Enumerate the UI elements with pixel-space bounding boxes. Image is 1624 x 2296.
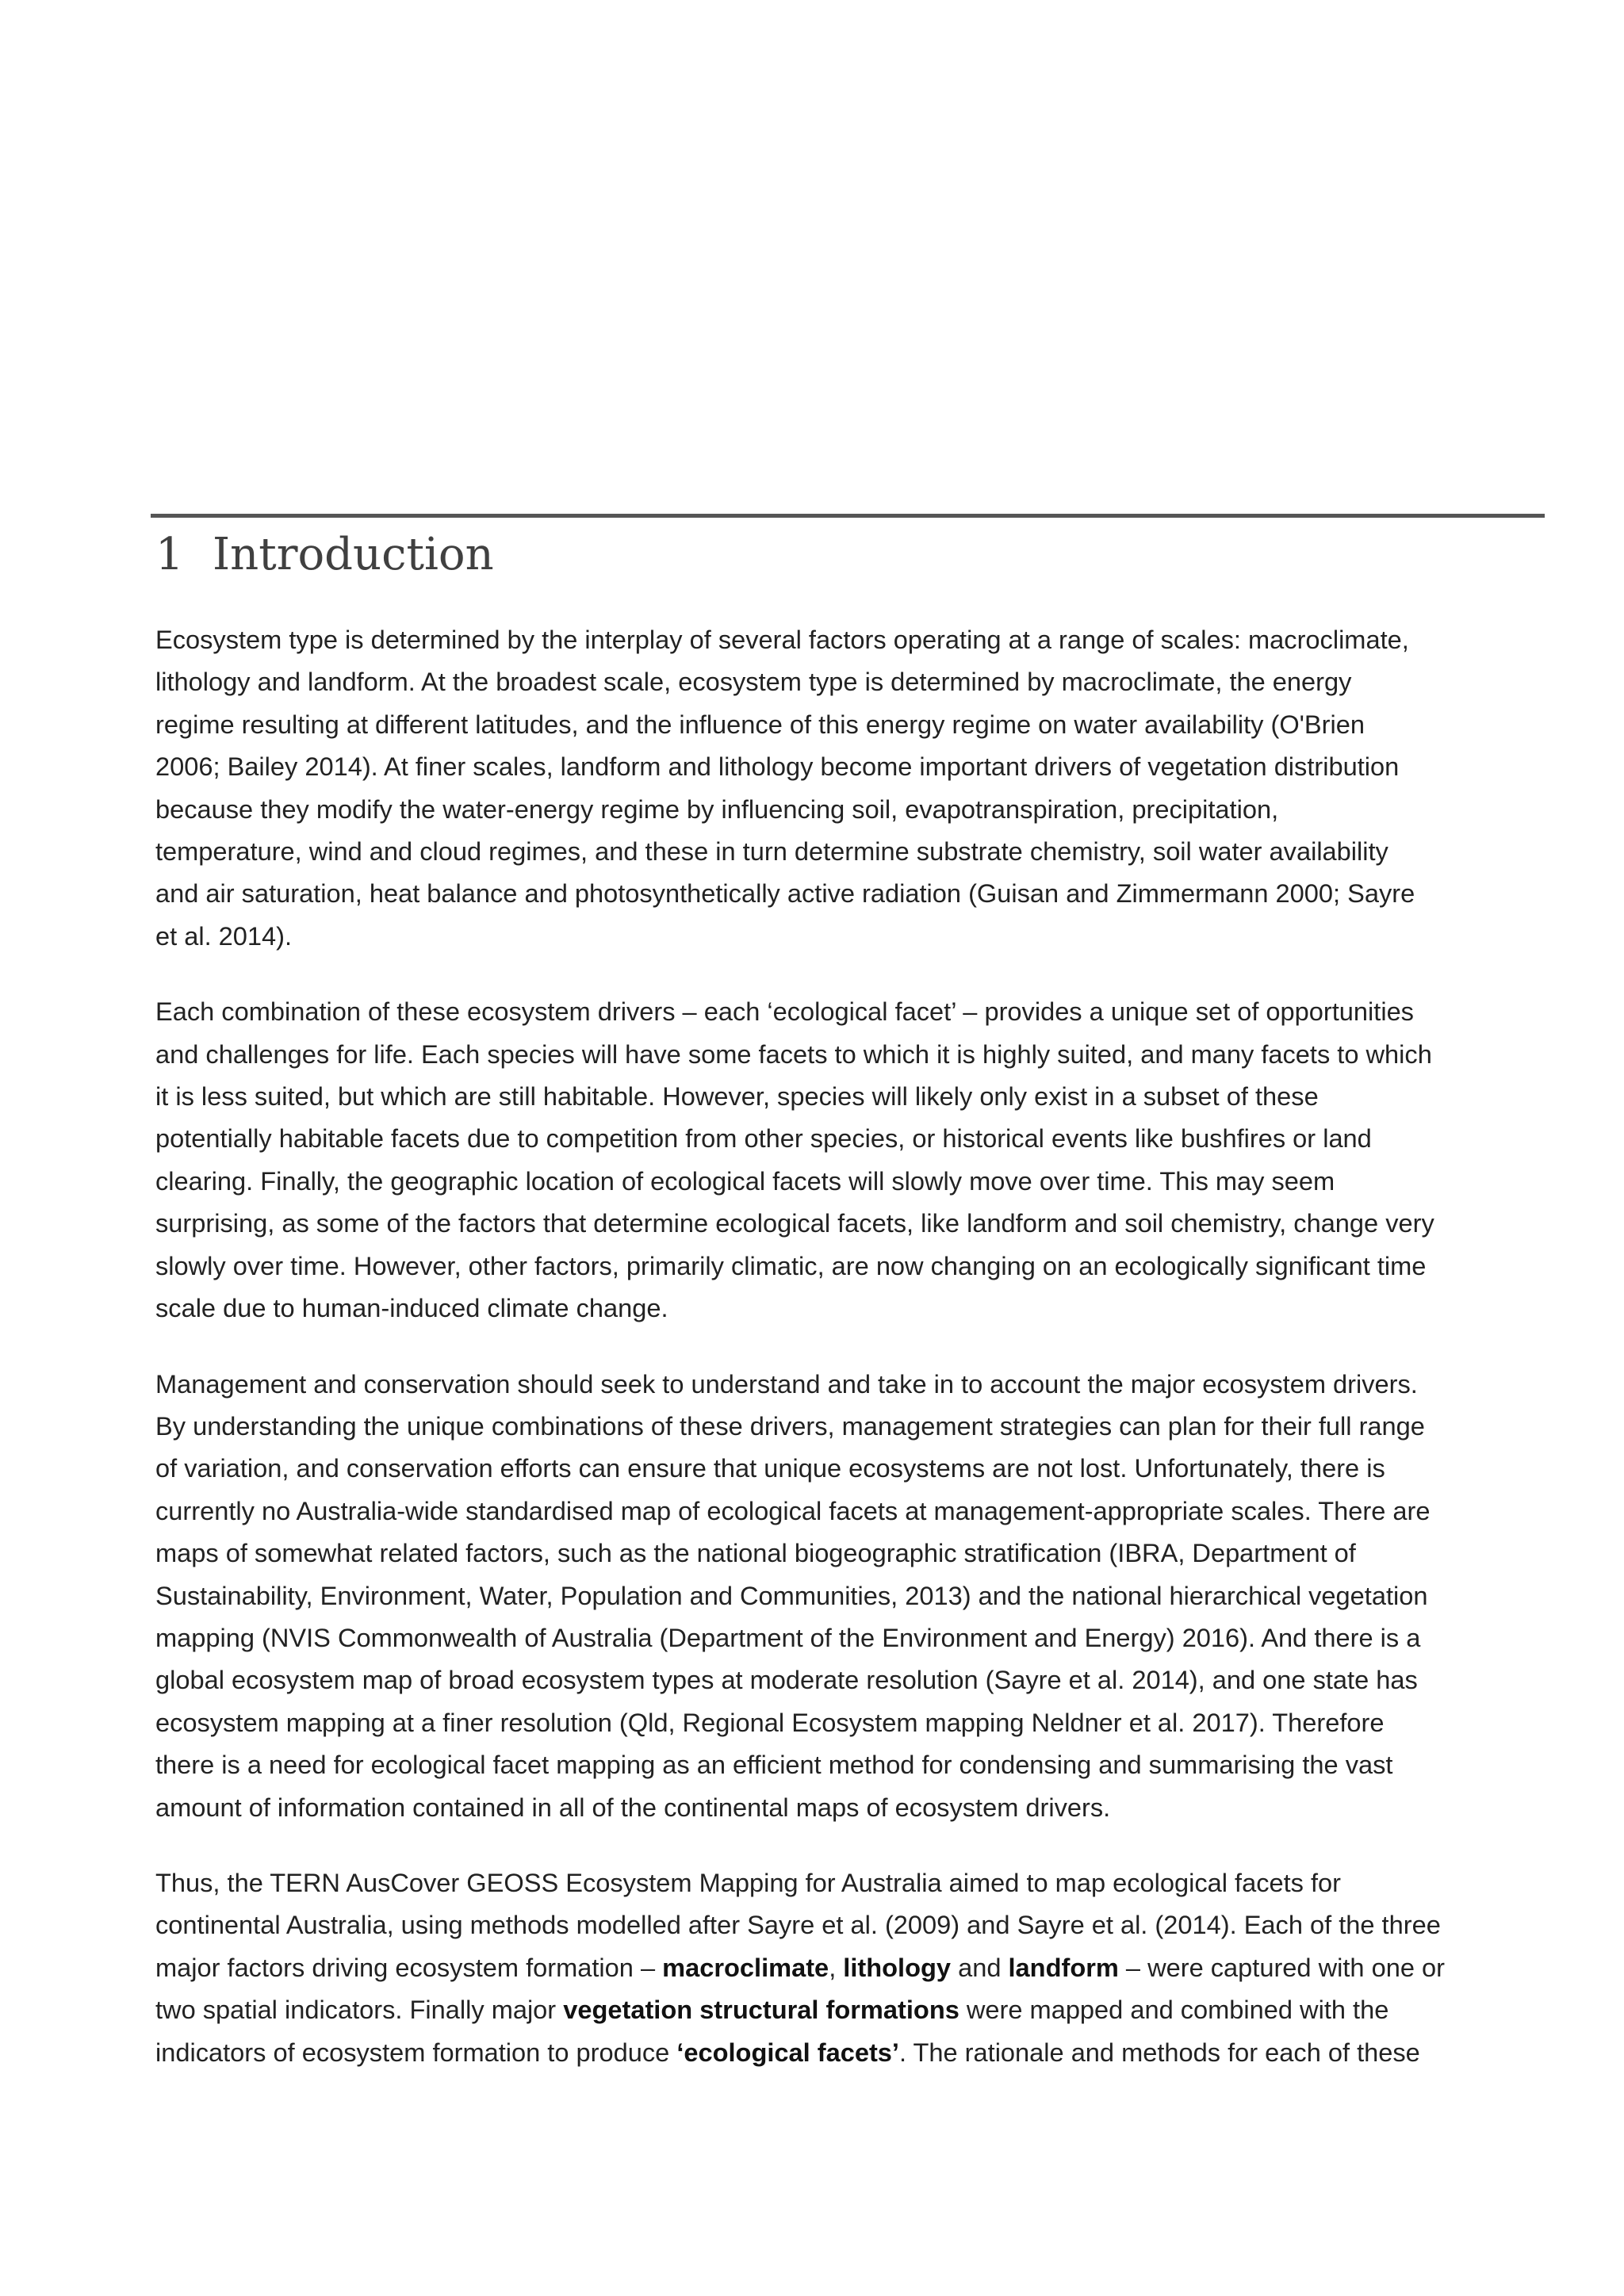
text-run: . The rationale and methods for each of these — [898, 2037, 1420, 2067]
text-run: indicators of ecosystem formation to produce — [155, 2037, 677, 2067]
body-text — [155, 618, 1545, 2107]
text-line: it is less suited, but which are still habitable. However, species will likely only exist in a subset of these — [155, 1081, 1319, 1112]
text-line: Ecosystem type is determined by the interplay of several factors operating at a range of scales: macroclimate, — [155, 625, 1409, 654]
text-line: global ecosystem map of broad ecosystem types at moderate resolution (Sayre et al. 2014), and one state has — [155, 1665, 1418, 1695]
text-line: maps of somewhat related factors, such as the national biogeographic stratification (IBRA, Department of — [155, 1538, 1356, 1568]
text-line: and air saturation, heat balance and photosynthetically active radiation (Guisan and Zimmermann 2000; Sayre — [155, 878, 1415, 909]
text-line: Thus, the TERN AusCover GEOSS Ecosystem Mapping for Australia aimed to map ecological facets for — [155, 1867, 1342, 1897]
bold-term-landform: landform — [1008, 1952, 1119, 1982]
section-heading — [155, 517, 494, 593]
text-line: mapping (NVIS Commonwealth of Australia (Department of the Environment and Energy) 2016). And there is a — [155, 1622, 1421, 1652]
text-line: lithology and landform. At the broadest scale, ecosystem type is determined by macroclimate, the energy — [155, 667, 1352, 697]
text-line: slowly over time. However, other factors, primarily climatic, are now changing on an ecologically significant time — [155, 1250, 1427, 1280]
text-run: two spatial indicators. Finally major — [155, 1995, 564, 2025]
text-line: amount of information contained in all of the continental maps of ecosystem drivers. — [155, 1792, 1111, 1822]
text-line — [155, 1946, 1545, 1988]
text-line: because they modify the water-energy regime by influencing soil, evapotranspiration, precipitation, — [155, 794, 1279, 824]
section-title: Introduction — [213, 529, 494, 580]
text-run: – were captured with one or — [1118, 1952, 1445, 1982]
text-line: regime resulting at different latitudes, and the influence of this energy regime on water availability (O'Brien — [155, 709, 1365, 739]
text-line: Sustainability, Environment, Water, Population and Communities, 2013) and the national hierarchical vegetation — [155, 1580, 1428, 1610]
text-line: continental Australia, using methods modelled after Sayre et al. (2009) and Sayre et al. (2014). Each of the three — [155, 1910, 1441, 1940]
bold-term-lithology: lithology — [843, 1952, 952, 1982]
text-line: there is a need for ecological facet mapping as an efficient method for condensing and summarising the vast — [155, 1750, 1393, 1780]
text-line: Each combination of these ecosystem drivers – each ‘ecological facet’ – provides a unique set of opportunities — [155, 997, 1414, 1027]
text-run: , — [829, 1952, 844, 1982]
text-run: and — [951, 1952, 1009, 1982]
text-line: 2006; Bailey 2014). At finer scales, landform and lithology become important drivers of vegetation distribution — [155, 752, 1400, 782]
bold-term-ecological-facets: ‘ecological facets’ — [676, 2037, 899, 2067]
text-line: potentially habitable facets due to competition from other species, or historical events like bushfires or land — [155, 1123, 1372, 1154]
text-line: clearing. Finally, the geographic location of ecological facets will slowly move over time. This may seem — [155, 1165, 1335, 1196]
text-line: et al. 2014). — [155, 920, 293, 951]
text-line: By understanding the unique combinations of these drivers, management strategies can plan for their full range — [155, 1410, 1425, 1441]
section-number: 1 — [155, 529, 184, 580]
paragraph-4 — [155, 1862, 1545, 2073]
paragraph-3 — [155, 1363, 1545, 1828]
text-run: were mapped and combined with the — [959, 1995, 1389, 2025]
text-line — [155, 2031, 1545, 2073]
text-line: surprising, as some of the factors that determine ecological facets, like landform and soil chemistry, change very — [155, 1208, 1434, 1238]
paragraph-1 — [155, 618, 1545, 957]
text-line: ecosystem mapping at a finer resolution (Qld, Regional Ecosystem mapping Neldner et al. 2017). Therefore — [155, 1707, 1385, 1737]
text-line: and challenges for life. Each species will have some facets to which it is highly suited, and many facets to which — [155, 1039, 1432, 1069]
text-line: Management and conservation should seek to understand and take in to account the major ecosystem drivers. — [155, 1368, 1418, 1399]
text-line — [155, 1988, 1545, 2030]
text-line: temperature, wind and cloud regimes, and these in turn determine substrate chemistry, soil water availability — [155, 836, 1388, 867]
text-line: of variation, and conservation efforts can ensure that unique ecosystems are not lost. Unfortunately, there is — [155, 1453, 1385, 1483]
bold-term-vegetation-structural-formations: vegetation structural formations — [563, 1995, 959, 2025]
paragraph-2 — [155, 990, 1545, 1329]
text-line: scale due to human-induced climate change. — [155, 1293, 668, 1323]
text-line: currently no Australia-wide standardised map of ecological facets at management-appropriate scales. There are — [155, 1495, 1431, 1525]
text-run: major factors driving ecosystem formation – — [155, 1952, 663, 1982]
bold-term-macroclimate: macroclimate — [662, 1952, 829, 1982]
